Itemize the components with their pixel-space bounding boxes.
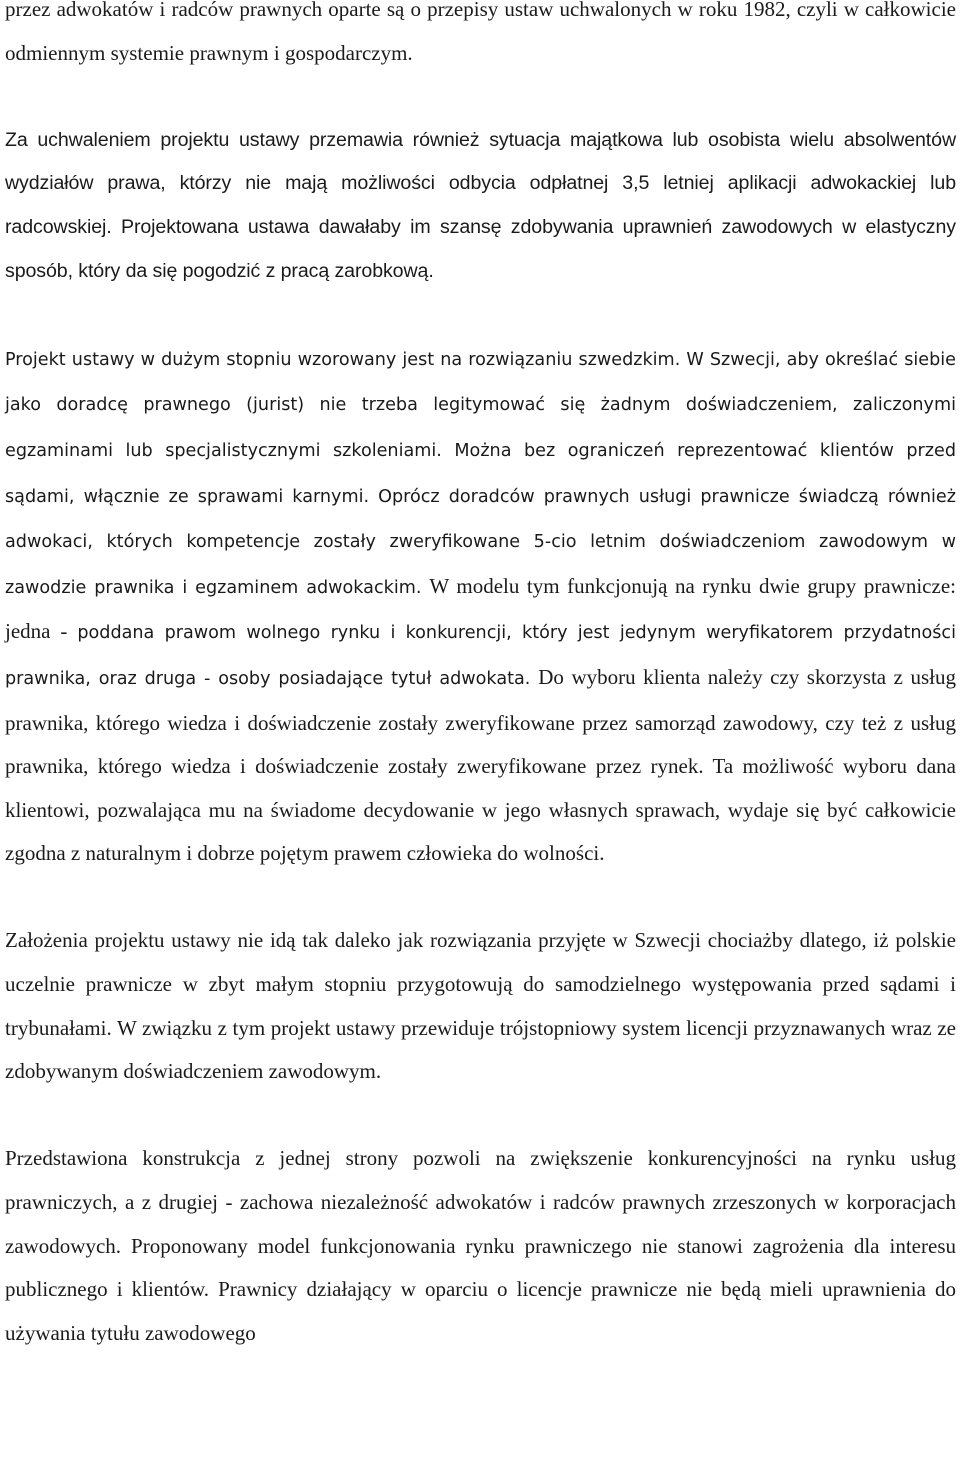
paragraph-text: poddana prawom wolnego rynku i konkurencji, który jest jedynym weryfikatorem przydatności prawnika, oraz druga - osoby posiadające tytuł adwokata.: [5, 623, 956, 689]
paragraph-text: Do wyboru klienta należy czy skorzysta z usług prawnika, którego wiedza i doświadczenie zostały zweryfikowane przez samorząd zawodowy, czy też z usług prawnika, którego wiedza i doświadczenie zostały zweryfikowane przez rynek. Ta możliwość wyboru dana klientowi, pozwalająca mu na świadome decydowanie w jego własnych sprawach, wydaje się być całkowicie zgodna z naturalnym i dobrze pojętym prawem człowieka do wolności.: [5, 664, 956, 866]
paragraph-spacer: [5, 1094, 956, 1138]
paragraph-presented-construction: [5, 1137, 956, 1355]
paragraph-spacer: [5, 293, 956, 337]
paragraph-legacy-law: [5, 0, 956, 75]
paragraph-text: Przedstawiona konstrukcja z jednej strony pozwoli na zwiększenie konkurencyjności na rynku usług prawniczych, a z drugiej - zachowa niezależność adwokatów i radców prawnych zrzeszonych w korporacjach zawodowych. Proponowany model funkcjonowania rynku prawniczego nie stanowi zagrożenia dla interesu publicznego i klientów. Prawnicy działający w oparciu o licencje prawnicze nie będą mieli uprawnienia do używania tytułu zawodowego: [5, 1146, 956, 1345]
paragraph-text: przez adwokatów i radców prawnych oparte są o przepisy ustaw uchwalonych w roku 1982, czyli w całkowicie odmiennym systemie prawnym i gospodarczym.: [5, 0, 956, 65]
paragraph-financial-situation: [5, 119, 956, 293]
paragraph-spacer: [5, 75, 956, 119]
paragraph-swedish-model: [5, 337, 956, 876]
paragraph-text: Projekt ustawy w dużym stopniu wzorowany jest na rozwiązaniu szwedzkim. W Szwecji, aby określać siebie jako doradcę prawnego (jurist) nie trzeba legitymować się żadnym doświadczeniem, zaliczonymi egzaminami lub specjalistycznymi szkoleniami. Można bez ograniczeń reprezentować klientów przed sądami, włącznie ze sprawami karnymi. Oprócz doradców prawnych usługi prawnicze świadczą również adwokaci, których kompetencje zostały zweryfikowane 5-cio letnim doświadczeniom zawodowym w zawodzie prawnika i egzaminem adwokackim.: [5, 349, 956, 598]
paragraph-spacer: [5, 876, 956, 920]
paragraph-text: Założenia projektu ustawy nie idą tak daleko jak rozwiązania przyjęte w Szwecji chociażby dlatego, iż polskie uczelnie prawnicze w zbyt małym stopniu przygotowują do samodzielnego występowania przed sądami i trybunałami. W związku z tym projekt ustawy przewiduje trójstopniowy system licencji przyznawanych wraz ze zdobywanym doświadczeniem zawodowym.: [5, 928, 956, 1084]
paragraph-text: W modelu tym funkcjonują na rynku dwie grupy prawnicze: jedna -: [5, 573, 956, 644]
paragraph-project-assumptions: [5, 919, 956, 1093]
paragraph-text: Za uchwaleniem projektu ustawy przemawia również sytuacja majątkowa lub osobista wielu absolwentów wydziałów prawa, którzy nie mają możliwości odbycia odpłatnej 3,5 letniej aplikacji adwokackiej lub radcowskiej. Projektowana ustawa dawałaby im szansę zdobywania uprawnień zawodowych w elastyczny sposób, który da się pogodzić z pracą zarobkową.: [5, 128, 956, 282]
